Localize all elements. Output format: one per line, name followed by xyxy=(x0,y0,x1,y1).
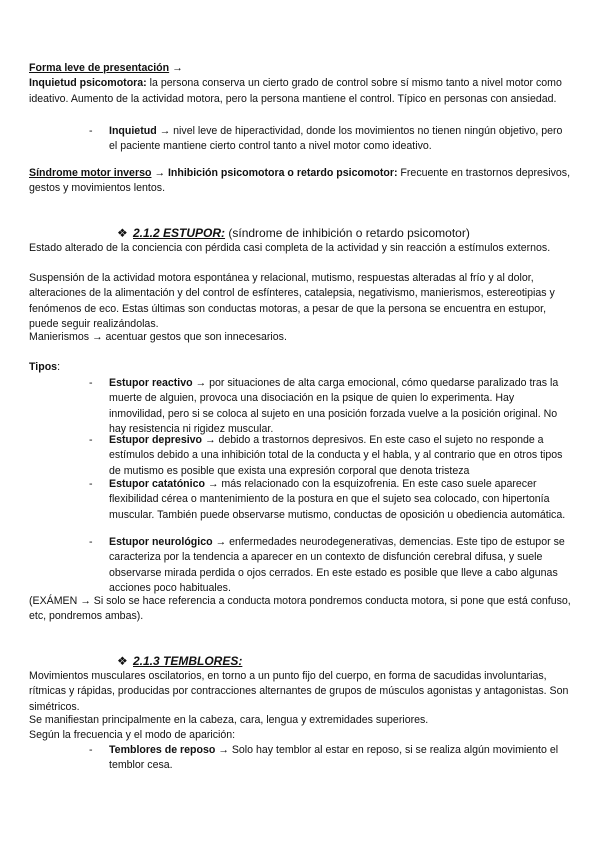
tipos-label xyxy=(29,360,574,375)
bullet-dash: - xyxy=(89,744,93,756)
estupor-type-term: Estupor neurológico xyxy=(109,536,213,548)
inquietud-bullet-term: Inquietud xyxy=(109,125,157,137)
sindrome-arrow: → xyxy=(151,167,168,179)
sindrome-text: Frecuente en trastornos depresivos, gestos y movimientos lentos. xyxy=(29,167,571,195)
estupor-heading-subtitle: (síndrome de inhibición o retardo psicomotor) xyxy=(225,226,470,240)
inquietud-bullet-text: → nivel leve de hiperactividad, donde los movimientos no tienen ningún objetivo, pero el paciente mantiene cierto control tanto a nivel motor como ideativo. xyxy=(109,125,563,153)
sindrome-paragraph xyxy=(29,166,574,197)
temblores-paragraph-3: Según la frecuencia y el modo de aparición: xyxy=(29,729,236,741)
forma-leve-paragraph xyxy=(29,61,574,107)
estupor-type-item xyxy=(109,477,567,523)
estupor-type-item xyxy=(109,535,567,597)
tipos-label-text: Tipos xyxy=(29,361,58,373)
diamond-bullet-icon: ❖ xyxy=(117,654,128,668)
estupor-paragraph-2: Suspensión de la actividad motora espontánea y relacional, mutismo, respuestas alteradas al frío y al dolor, alteraciones de la alimentación y del control de esfínteres, catalepsia, negativismo, manierismos, estereotipias y fenómenos de eco. Estas últimas son conductas motoras, a pesar de que la persona se encuentra en estupor, puede seguir realizándolas. xyxy=(29,272,555,331)
bullet-dash: - xyxy=(89,536,93,548)
estupor-heading xyxy=(117,226,470,241)
bullet-dash: - xyxy=(89,434,93,446)
temblores-paragraph-1: Movimientos musculares oscilatorios, en torno a un punto fijo del cuerpo, en forma de sacudidas involuntarias, rítmicas y rápidas, producidas por contracciones alternantes de grupos de músculos agonistas y antagonistas. Son simétricos. xyxy=(29,670,569,713)
estupor-type-term: Estupor catatónico xyxy=(109,478,205,490)
inquietud-bullet xyxy=(109,124,567,155)
temblores-reposo-term: Temblores de reposo xyxy=(109,744,216,756)
temblores-reposo-item xyxy=(109,743,567,774)
temblores-paragraph-2: Se manifiestan principalmente en la cabeza, cara, lengua y extremidades superiores. xyxy=(29,714,429,726)
estupor-type-text: → enfermedades neurodegenerativas, demencias. Este tipo de estupor se caracteriza por la tendencia a aparecer en un contexto de disfunción cerebral difusa, y suele observarse mirada perdida o ojos cerrados. En este estado es posible que lleve a cabo algunas acciones poco habituales. xyxy=(109,536,565,595)
estupor-heading-title: 2.1.2 ESTUPOR: xyxy=(133,226,226,240)
sindrome-title: Síndrome motor inverso xyxy=(29,167,152,179)
temblores-heading-title: 2.1.3 TEMBLORES: xyxy=(133,654,243,668)
bullet-dash: - xyxy=(89,478,93,490)
sindrome-term: Inhibición psicomotora o retardo psicomotor: xyxy=(167,167,398,179)
bullet-dash: - xyxy=(89,377,93,389)
estupor-type-term: Estupor reactivo xyxy=(109,377,193,389)
temblores-heading xyxy=(117,654,242,669)
estupor-type-text: → por situaciones de alta carga emocional, cómo quedarse paralizado tras la muerte de alguien, provoca una disociación en la psique de quien lo experimenta. Hay inmovilidad, pero si se coloca al sujeto en una posición forzada vuelve a la posición original. No hay resistencia ni rigidez muscular. xyxy=(109,377,559,436)
estupor-type-text: → debido a trastornos depresivos. En este caso el sujeto no responde a estímulos debido a una inhibición total de la conducta y el habla, y al contrario que en otros tipos de mutismo es posible que exista una expresión corporal que denota tristeza xyxy=(109,434,563,477)
bullet-dash: - xyxy=(89,125,93,137)
estupor-type-term: Estupor depresivo xyxy=(109,434,203,446)
temblores-reposo-text: → Solo hay temblor al estar en reposo, si se realiza algún movimiento el temblor cesa. xyxy=(109,744,559,772)
estupor-type-item xyxy=(109,433,567,479)
examen-note: (EXÁMEN → Si solo se hace referencia a conducta motora pondremos conducta motora, si pone que está confuso, etc, pondremos ambas). xyxy=(29,595,571,623)
estupor-paragraph-3: Manierismos → acentuar gestos que son innecesarios. xyxy=(29,331,287,343)
estupor-paragraph-1: Estado alterado de la conciencia con pérdida casi completa de la actividad y sin reacción a estímulos externos. xyxy=(29,242,551,254)
diamond-bullet-icon: ❖ xyxy=(117,226,128,240)
estupor-type-text: → más relacionado con la esquizofrenia. En este caso suele aparecer flexibilidad cérea o mantenimiento de la postura en que el sujeto sea colocado, con hipertonía muscular. También puede observarse mutismo, conductas de oposición u obediencia automática. xyxy=(109,478,566,521)
forma-leve-title: Forma leve de presentación xyxy=(29,62,170,74)
estupor-type-item xyxy=(109,376,567,438)
forma-leve-arrow: → xyxy=(169,62,183,74)
inquietud-term: Inquietud psicomotora: xyxy=(29,77,147,90)
inquietud-text: la persona conserva un cierto grado de control sobre sí mismo tanto a nivel motor como ideativo. Aumento de la actividad motora, pero la persona mantiene el control. Típico en personas con ansiedad. xyxy=(29,77,562,105)
tipos-colon: : xyxy=(57,361,61,373)
